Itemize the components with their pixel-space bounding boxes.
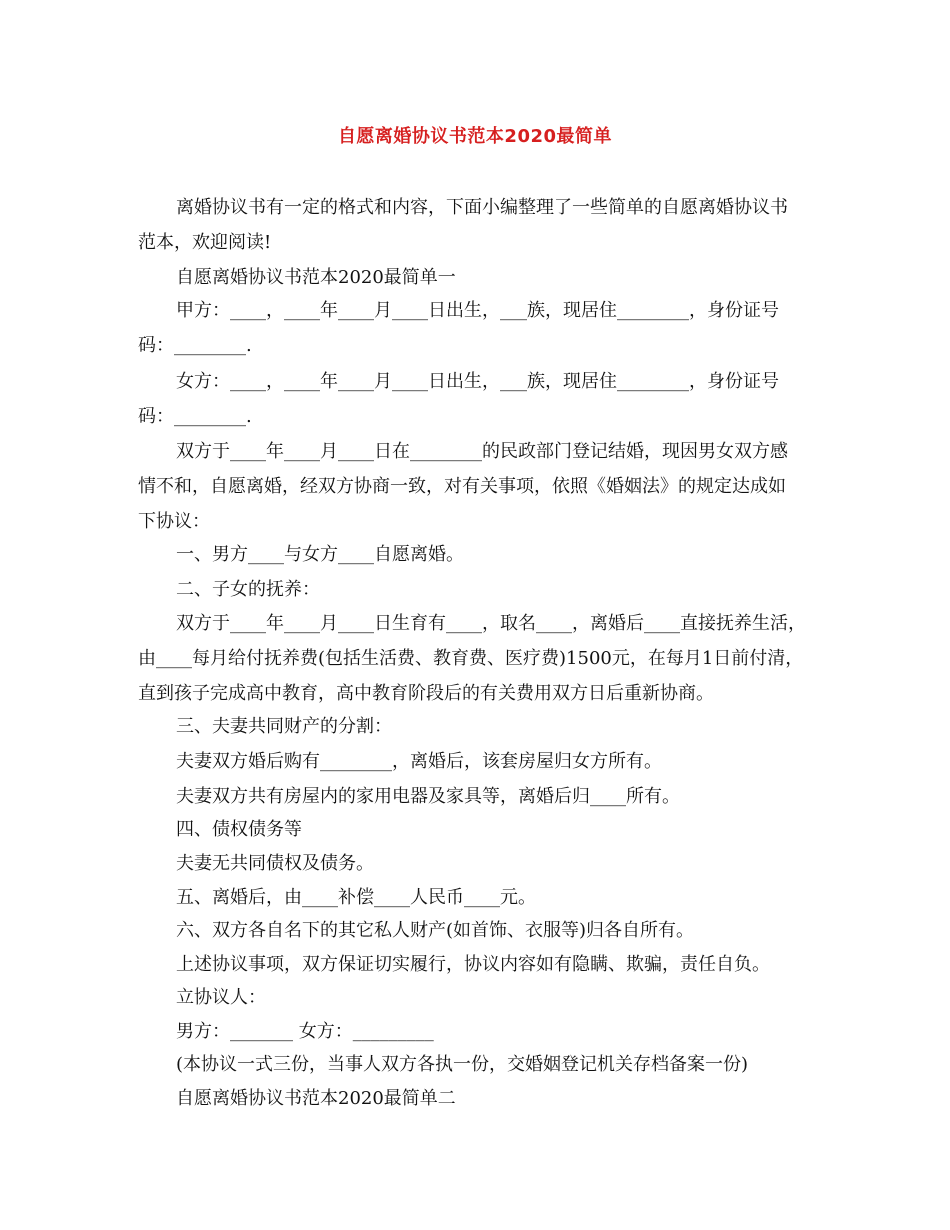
marriage-line-3: 下协议： [138, 511, 210, 532]
section-heading-one: 自愿离婚协议书范本2020最简单一 [176, 267, 456, 288]
section-heading-two: 自愿离婚协议书范本2020最简单二 [176, 1088, 456, 1109]
clause-2-heading: 二、子女的抚养： [176, 579, 320, 600]
guarantee-line: 上述协议事项，双方保证切实履行，协议内容如有隐瞒、欺骗，责任自负。 [176, 954, 770, 975]
property-line-1: 夫妻双方婚后购有________，离婚后，该套房屋归女方所有。 [176, 751, 662, 772]
signatories-label: 立协议人： [176, 987, 266, 1008]
party-b-line-1: 女方：____，____年____月____日出生，___族，现居住________，身份证号 [176, 371, 779, 392]
property-line-2: 夫妻双方共有房屋内的家用电器及家具等，离婚后归____所有。 [176, 786, 680, 807]
custody-line-1: 双方于____年____月____日生育有____，取名____，离婚后____直接抚养生活， [176, 613, 806, 634]
signature-line: 男方：_______ 女方：_________ [176, 1021, 434, 1042]
copies-note: (本协议一式三份，当事人双方各执一份，交婚姻登记机关存档备案一份) [176, 1054, 749, 1075]
party-b-line-2: 码：________. [138, 406, 252, 427]
intro-line-1: 离婚协议书有一定的格式和内容，下面小编整理了一些简单的自愿离婚协议书 [176, 197, 788, 218]
debt-line: 夫妻无共同债权及债务。 [176, 853, 374, 874]
clause-1: 一、男方____与女方____自愿离婚。 [176, 544, 464, 565]
marriage-line-2: 情不和，自愿离婚，经双方协商一致，对有关事项，依照《婚姻法》的规定达成如 [138, 476, 786, 497]
clause-3-heading: 三、夫妻共同财产的分割： [176, 716, 392, 737]
party-a-line-1: 甲方：____，____年____月____日出生，___族，现居住________，身份证号 [176, 300, 779, 321]
custody-line-2: 由____每月给付抚养费(包括生活费、教育费、医疗费)1500元，在每月1日前付清， [138, 648, 804, 669]
custody-line-3: 直到孩子完成高中教育，高中教育阶段后的有关费用双方日后重新协商。 [138, 683, 714, 704]
marriage-line-1: 双方于____年____月____日在________的民政部门登记结婚，现因男女双方感 [176, 441, 788, 462]
clause-5: 五、离婚后，由____补偿____人民币____元。 [176, 887, 536, 908]
clause-6: 六、双方各自名下的其它私人财产(如首饰、衣服等)归各自所有。 [176, 920, 695, 941]
intro-line-2: 范本，欢迎阅读! [138, 232, 272, 253]
document-title: 自愿离婚协议书范本2020最简单 [337, 126, 613, 147]
clause-4-heading: 四、债权债务等 [176, 819, 302, 840]
party-a-line-2: 码：________. [138, 335, 252, 356]
